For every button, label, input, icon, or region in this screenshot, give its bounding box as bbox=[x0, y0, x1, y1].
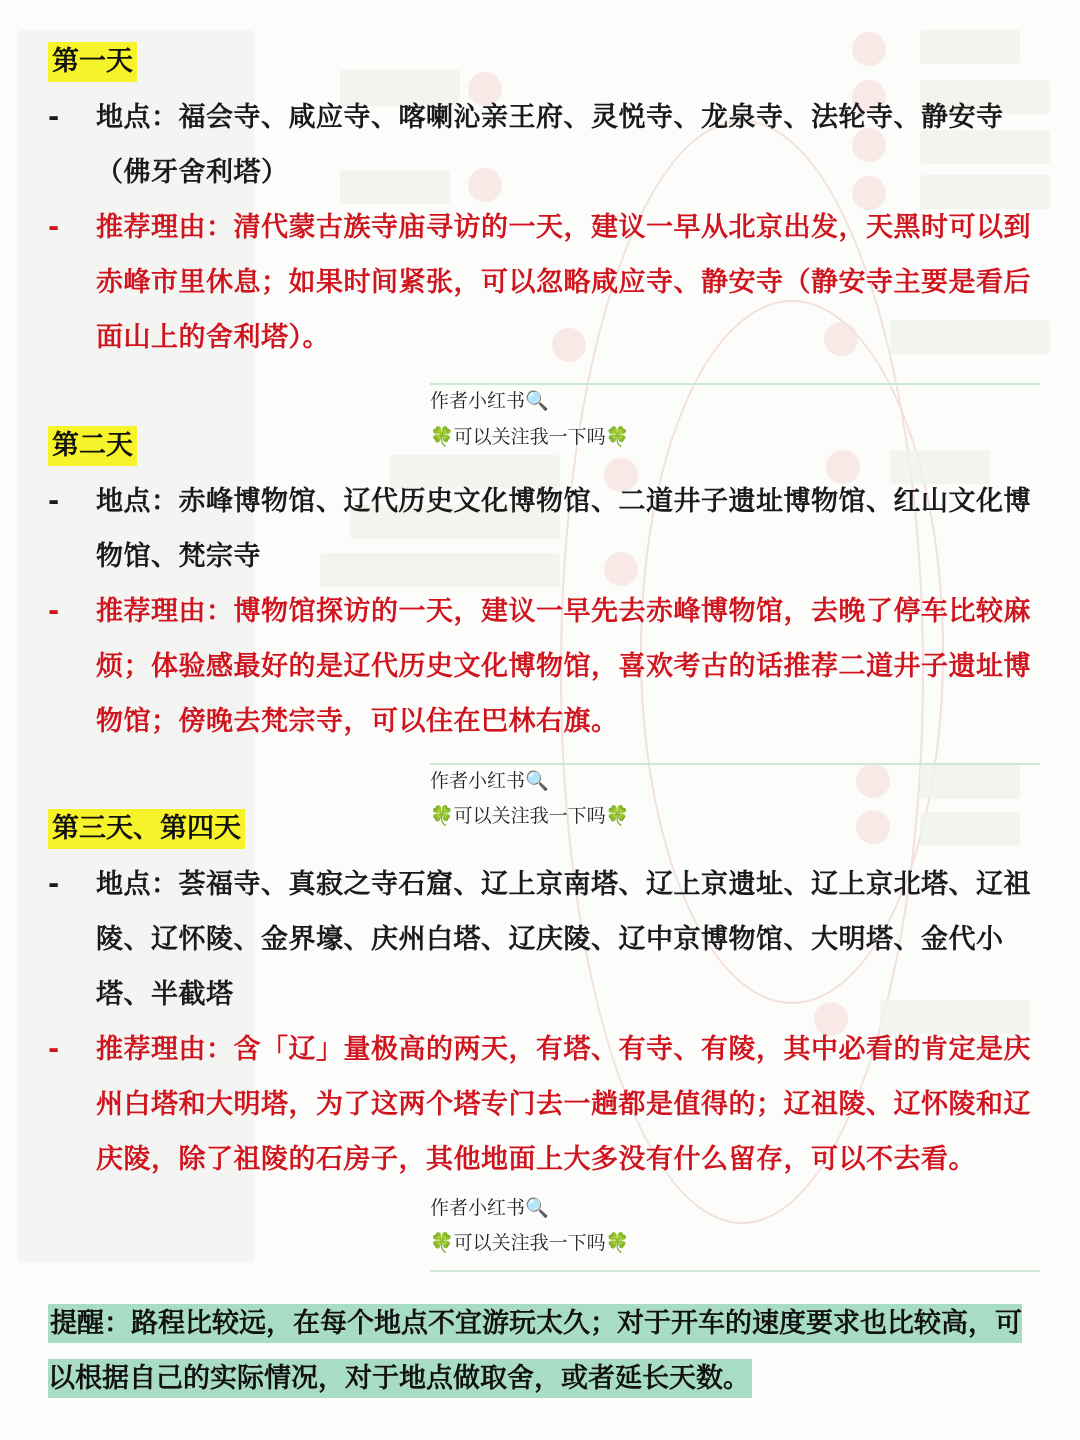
author-credit: 作者小红书🔍 bbox=[430, 390, 549, 412]
bullet-dash: - bbox=[48, 212, 60, 243]
follow-prompt: 🍀可以关注我一下吗🍀 bbox=[430, 1232, 630, 1254]
reason-text: 推荐理由：博物馆探访的一天，建议一早先去赤峰博物馆，去晚了停车比较麻烦；体验感最好的是辽代历史文化博物馆，喜欢考古的话推荐二道井子遗址博物馆；傍晚去梵宗寺，可以住在巴林右旗。 bbox=[96, 596, 1031, 737]
reminder-note bbox=[48, 1296, 1038, 1406]
divider bbox=[430, 763, 1040, 765]
divider bbox=[430, 383, 1040, 385]
day-title: 第三天、第四天 bbox=[48, 809, 245, 849]
divider bbox=[430, 1270, 1040, 1272]
location-text: 地点：赤峰博物馆、辽代历史文化博物馆、二道井子遗址博物馆、红山文化博物馆、梵宗寺 bbox=[96, 486, 1031, 572]
bullet-dash: - bbox=[48, 596, 60, 627]
reason-text: 推荐理由：含「辽」量极高的两天，有塔、有寺、有陵，其中必看的肯定是庆州白塔和大明塔，为了这两个塔专门去一趟都是值得的；辽祖陵、辽怀陵和辽庆陵，除了祖陵的石房子，其他地面上大多没有什么留存，可以不去看。 bbox=[96, 1034, 1031, 1175]
author-credit: 作者小红书🔍 bbox=[430, 1197, 549, 1219]
author-credit: 作者小红书🔍 bbox=[430, 770, 549, 792]
bullet-dash: - bbox=[48, 869, 60, 900]
location-text: 地点：福会寺、咸应寺、喀喇沁亲王府、灵悦寺、龙泉寺、法轮寺、静安寺（佛牙舍利塔） bbox=[96, 102, 1004, 188]
reminder-text: 提醒：路程比较远，在每个地点不宜游玩太久；对于开车的速度要求也比较高，可以根据自己的实际情况，对于地点做取舍，或者延长天数。 bbox=[48, 1304, 1022, 1398]
bullet-dash: - bbox=[48, 486, 60, 517]
bullet-dash: - bbox=[48, 1034, 60, 1065]
location-text: 地点：荟福寺、真寂之寺石窟、辽上京南塔、辽上京遗址、辽上京北塔、辽祖陵、辽怀陵、金界壕、庆州白塔、辽庆陵、辽中京博物馆、大明塔、金代小塔、半截塔 bbox=[96, 869, 1031, 1010]
day-title: 第二天 bbox=[48, 426, 137, 466]
follow-prompt: 🍀可以关注我一下吗🍀 bbox=[430, 805, 630, 827]
day-title: 第一天 bbox=[48, 42, 137, 82]
follow-prompt: 🍀可以关注我一下吗🍀 bbox=[430, 426, 630, 448]
reason-text: 推荐理由：清代蒙古族寺庙寻访的一天，建议一早从北京出发，天黑时可以到赤峰市里休息；如果时间紧张，可以忽略咸应寺、静安寺（静安寺主要是看后面山上的舍利塔）。 bbox=[96, 212, 1031, 353]
bullet-dash: - bbox=[48, 102, 60, 133]
